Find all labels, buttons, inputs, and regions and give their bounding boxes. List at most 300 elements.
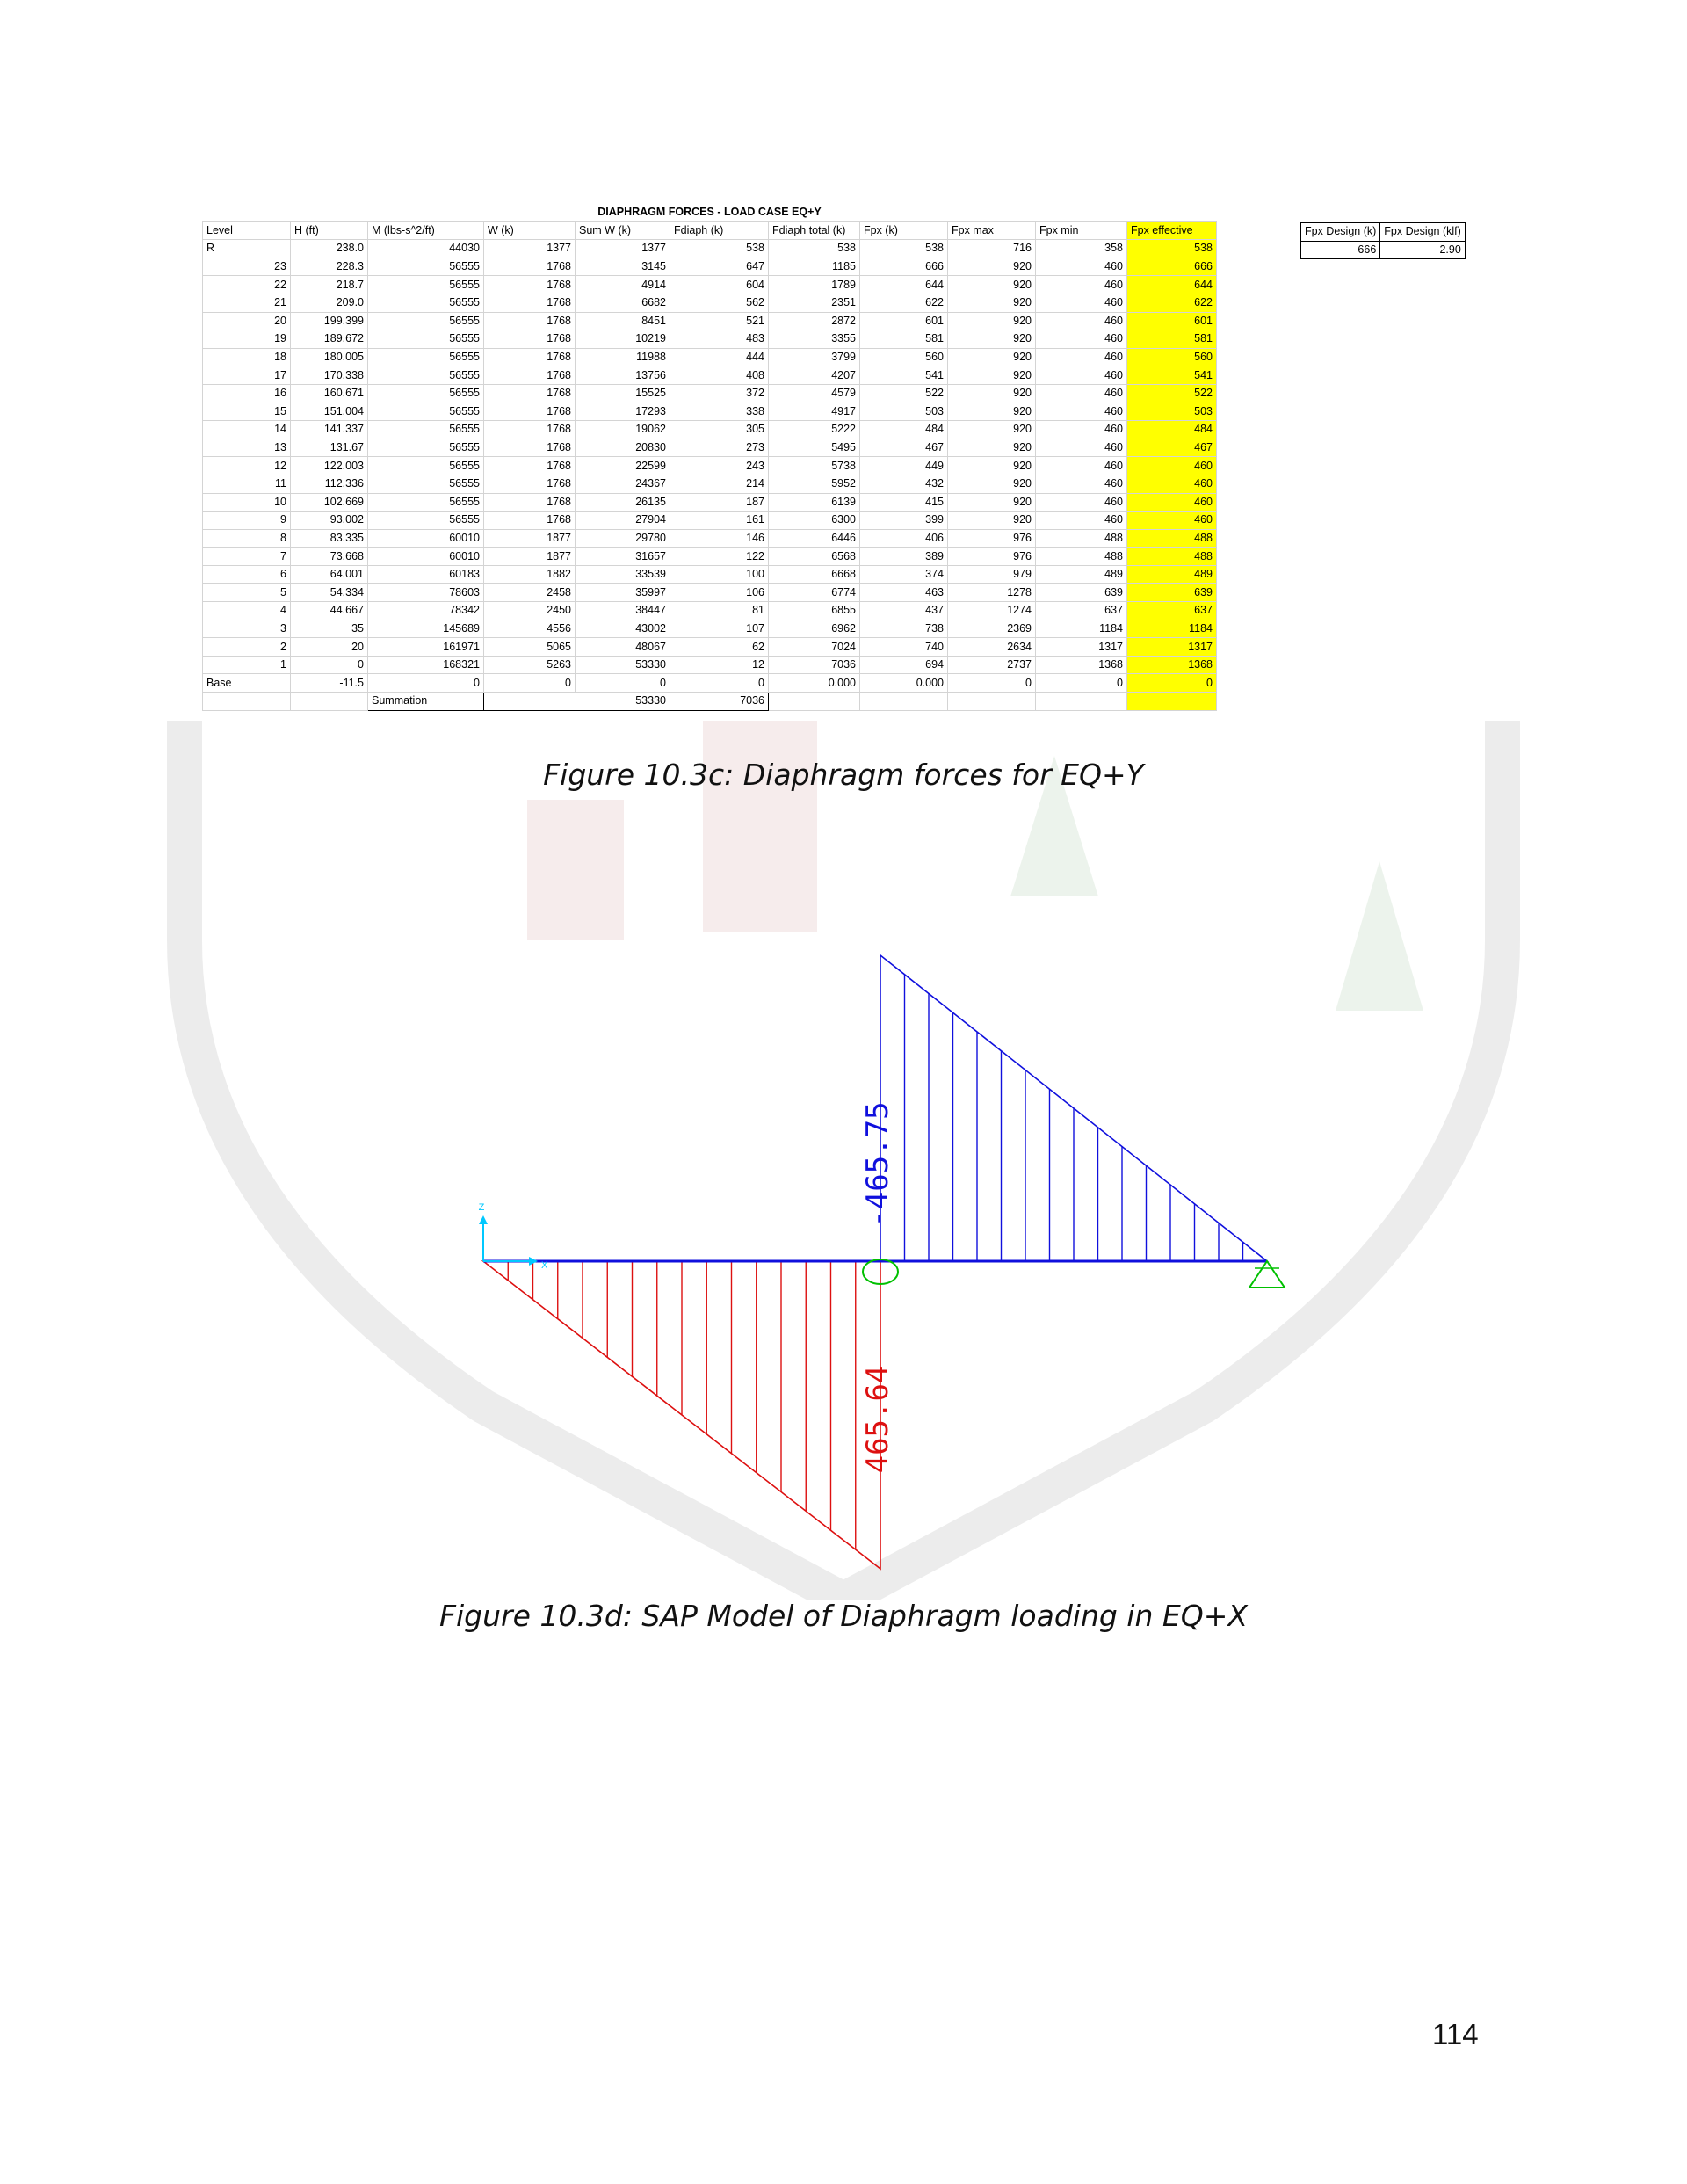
table-cell: 920 <box>948 439 1036 457</box>
table-cell: 460 <box>1036 421 1127 439</box>
table-cell: 56555 <box>368 512 484 530</box>
table-cell: 1768 <box>484 294 576 312</box>
table-cell: 7 <box>203 548 291 566</box>
table-cell: 5495 <box>769 439 860 457</box>
table-cell: 7024 <box>769 638 860 657</box>
table-cell: 483 <box>670 330 769 349</box>
table-row <box>203 421 1217 439</box>
table-cell: 7036 <box>769 656 860 674</box>
table-cell: 35997 <box>576 584 670 602</box>
table-cell: 0 <box>948 674 1036 693</box>
table-cell: 0 <box>1036 674 1127 693</box>
table-cell: 305 <box>670 421 769 439</box>
column-header: Sum W (k) <box>576 221 670 240</box>
table-cell: 484 <box>1127 421 1217 439</box>
table-cell: 460 <box>1127 475 1217 493</box>
table-cell: 460 <box>1036 312 1127 330</box>
table-cell: 2351 <box>769 294 860 312</box>
table-cell: 489 <box>1127 565 1217 584</box>
design-value-klf: 2.90 <box>1380 241 1466 259</box>
table-cell: -11.5 <box>291 674 368 693</box>
design-header-klf: Fpx Design (klf) <box>1380 223 1466 242</box>
summation-w: 53330 <box>484 693 670 711</box>
table-cell: 22599 <box>576 457 670 475</box>
table-cell: 415 <box>860 493 948 512</box>
table-cell: 399 <box>860 512 948 530</box>
table-cell: 920 <box>948 457 1036 475</box>
table-cell: 639 <box>1036 584 1127 602</box>
table-cell: 3 <box>203 620 291 638</box>
table-cell: 60010 <box>368 529 484 548</box>
column-header: Fdiaph total (k) <box>769 221 860 240</box>
table-cell: 666 <box>1127 258 1217 276</box>
empty-cell <box>1127 693 1217 711</box>
table-cell: 23 <box>203 258 291 276</box>
table-cell: R <box>203 240 291 258</box>
table-cell: 1185 <box>769 258 860 276</box>
table-cell: 78603 <box>368 584 484 602</box>
table-cell: 56555 <box>368 258 484 276</box>
table-cell: 5952 <box>769 475 860 493</box>
table-cell: 6682 <box>576 294 670 312</box>
table-cell: 6 <box>203 565 291 584</box>
table-cell: 920 <box>948 384 1036 403</box>
table-cell: 3355 <box>769 330 860 349</box>
table-cell: 4556 <box>484 620 576 638</box>
table-cell: 3799 <box>769 348 860 366</box>
table-cell: 21 <box>203 294 291 312</box>
figure-caption-c: Figure 10.3c: Diaphragm forces for EQ+Y <box>543 758 1144 792</box>
table-cell: 56555 <box>368 276 484 294</box>
table-cell: 6668 <box>769 565 860 584</box>
column-header: Fpx (k) <box>860 221 948 240</box>
table-cell: 920 <box>948 330 1036 349</box>
figure-caption-d: Figure 10.3d: SAP Model of Diaphragm loading in EQ+X <box>439 1599 1248 1633</box>
table-cell: 5738 <box>769 457 860 475</box>
table-cell: 33539 <box>576 565 670 584</box>
table-cell: 56555 <box>368 457 484 475</box>
table-cell: 639 <box>1127 584 1217 602</box>
table-cell: 1768 <box>484 475 576 493</box>
table-cell: 503 <box>860 403 948 421</box>
table-cell: 489 <box>1036 565 1127 584</box>
table-cell: 11988 <box>576 348 670 366</box>
table-cell: 5 <box>203 584 291 602</box>
table-cell: 622 <box>860 294 948 312</box>
table-cell: 17293 <box>576 403 670 421</box>
table-cell: 522 <box>860 384 948 403</box>
table-cell: 460 <box>1036 276 1127 294</box>
table-cell: 460 <box>1036 475 1127 493</box>
table-cell: 161 <box>670 512 769 530</box>
table-cell: 161971 <box>368 638 484 657</box>
table-cell: 1882 <box>484 565 576 584</box>
table-cell: 358 <box>1036 240 1127 258</box>
table-cell: 218.7 <box>291 276 368 294</box>
table-cell: 273 <box>670 439 769 457</box>
table-cell: 8 <box>203 529 291 548</box>
table-cell: 60183 <box>368 565 484 584</box>
table-cell: 716 <box>948 240 1036 258</box>
table-cell: 560 <box>860 348 948 366</box>
table-cell: 3145 <box>576 258 670 276</box>
table-cell: 460 <box>1036 384 1127 403</box>
table-cell: 1274 <box>948 602 1036 620</box>
table-cell: 93.002 <box>291 512 368 530</box>
table-cell: 467 <box>1127 439 1217 457</box>
table-cell: 666 <box>860 258 948 276</box>
table-cell: 146 <box>670 529 769 548</box>
table-cell: 56555 <box>368 366 484 385</box>
table-row <box>203 384 1217 403</box>
header-row <box>203 221 1217 240</box>
table-cell: 6774 <box>769 584 860 602</box>
table-row <box>203 294 1217 312</box>
table-cell: 168321 <box>368 656 484 674</box>
table-cell: 56555 <box>368 475 484 493</box>
table-cell: 6139 <box>769 493 860 512</box>
table-cell: 24367 <box>576 475 670 493</box>
table-cell: 1184 <box>1127 620 1217 638</box>
table-cell: 2737 <box>948 656 1036 674</box>
table-cell: 199.399 <box>291 312 368 330</box>
table-cell: 0 <box>484 674 576 693</box>
table-cell: 920 <box>948 348 1036 366</box>
table-cell: 1278 <box>948 584 1036 602</box>
table-cell: 740 <box>860 638 948 657</box>
table-cell: 6568 <box>769 548 860 566</box>
table-cell: 1789 <box>769 276 860 294</box>
summation-fdiaph: 7036 <box>670 693 769 711</box>
column-header: M (lbs-s^2/ft) <box>368 221 484 240</box>
pin-support-icon <box>1249 1261 1285 1288</box>
table-cell: 503 <box>1127 403 1217 421</box>
page-number: 114 <box>1432 2018 1479 2050</box>
table-cell: 601 <box>1127 312 1217 330</box>
table-cell: 73.668 <box>291 548 368 566</box>
table-row <box>203 656 1217 674</box>
table-cell: 1768 <box>484 384 576 403</box>
table-cell: 484 <box>860 421 948 439</box>
table-cell: 460 <box>1127 493 1217 512</box>
table-cell: 538 <box>769 240 860 258</box>
table-cell: 0.000 <box>769 674 860 693</box>
summation-row <box>203 693 1217 711</box>
table-cell: 2 <box>203 638 291 657</box>
table-cell: 920 <box>948 294 1036 312</box>
table-cell: 19062 <box>576 421 670 439</box>
table-cell: 488 <box>1036 548 1127 566</box>
table-cell: 374 <box>860 565 948 584</box>
table-cell: 48067 <box>576 638 670 657</box>
table-cell: 1768 <box>484 512 576 530</box>
table-cell: 920 <box>948 258 1036 276</box>
diaphragm-forces-table <box>202 204 1485 711</box>
column-header: Level <box>203 221 291 240</box>
table-cell: 62 <box>670 638 769 657</box>
table-cell: 131.67 <box>291 439 368 457</box>
table-cell: 238.0 <box>291 240 368 258</box>
table-cell: 389 <box>860 548 948 566</box>
table-cell: 228.3 <box>291 258 368 276</box>
table-cell: 460 <box>1036 366 1127 385</box>
table-cell: 64.001 <box>291 565 368 584</box>
table-cell: 460 <box>1127 512 1217 530</box>
table-cell: 13 <box>203 439 291 457</box>
table-cell: 4 <box>203 602 291 620</box>
column-header: H (ft) <box>291 221 368 240</box>
table-cell: 460 <box>1036 439 1127 457</box>
table-cell: 5222 <box>769 421 860 439</box>
table-cell: 488 <box>1127 529 1217 548</box>
table-cell: 541 <box>860 366 948 385</box>
table-row <box>203 638 1217 657</box>
table-cell: 0 <box>670 674 769 693</box>
table-cell: 12 <box>670 656 769 674</box>
table-cell: 406 <box>860 529 948 548</box>
table-cell: 1368 <box>1127 656 1217 674</box>
table-cell: 214 <box>670 475 769 493</box>
table-cell: 6855 <box>769 602 860 620</box>
table-cell: 102.669 <box>291 493 368 512</box>
table-cell: 460 <box>1036 457 1127 475</box>
table-cell: 2458 <box>484 584 576 602</box>
table-cell: 31657 <box>576 548 670 566</box>
table-cell: 56555 <box>368 421 484 439</box>
table-cell: 604 <box>670 276 769 294</box>
table-cell: 6300 <box>769 512 860 530</box>
table-cell: 0 <box>368 674 484 693</box>
table-cell: 460 <box>1036 258 1127 276</box>
table-cell: 145689 <box>368 620 484 638</box>
table-cell: 100 <box>670 565 769 584</box>
table-cell: 0.000 <box>860 674 948 693</box>
table-cell: 1377 <box>576 240 670 258</box>
table-row <box>203 584 1217 602</box>
table-cell: 976 <box>948 529 1036 548</box>
table-cell: 4579 <box>769 384 860 403</box>
table-cell: 1317 <box>1036 638 1127 657</box>
table-cell: 738 <box>860 620 948 638</box>
table-cell: 1768 <box>484 421 576 439</box>
column-header: Fpx min <box>1036 221 1127 240</box>
axis-x-label: X <box>541 1260 548 1271</box>
table-cell: 243 <box>670 457 769 475</box>
table-cell: 1768 <box>484 366 576 385</box>
table-cell: 460 <box>1036 294 1127 312</box>
table-cell: 38447 <box>576 602 670 620</box>
table-cell: 20830 <box>576 439 670 457</box>
table-cell: 44.667 <box>291 602 368 620</box>
table-cell: 1184 <box>1036 620 1127 638</box>
empty-cell <box>948 693 1036 711</box>
table-row <box>203 457 1217 475</box>
table-row <box>203 512 1217 530</box>
table-cell: 56555 <box>368 439 484 457</box>
table-row <box>203 348 1217 366</box>
table-cell: 180.005 <box>291 348 368 366</box>
table-cell: 6446 <box>769 529 860 548</box>
table-cell: 2450 <box>484 602 576 620</box>
table-cell: 920 <box>948 276 1036 294</box>
table-cell: 106 <box>670 584 769 602</box>
table-cell: 16 <box>203 384 291 403</box>
table-cell: 979 <box>948 565 1036 584</box>
table-cell: 170.338 <box>291 366 368 385</box>
summation-label: Summation <box>368 693 484 711</box>
table-cell: 8451 <box>576 312 670 330</box>
table-cell: 920 <box>948 366 1036 385</box>
table-cell: 920 <box>948 403 1036 421</box>
table-cell: 9 <box>203 512 291 530</box>
table-row <box>203 240 1217 258</box>
table-cell: 20 <box>203 312 291 330</box>
table-cell: 460 <box>1036 512 1127 530</box>
column-header: Fpx max <box>948 221 1036 240</box>
table-cell: 26135 <box>576 493 670 512</box>
table-cell: 372 <box>670 384 769 403</box>
table-cell: 644 <box>1127 276 1217 294</box>
table-cell: 187 <box>670 493 769 512</box>
table-row <box>203 493 1217 512</box>
table-cell: 1768 <box>484 276 576 294</box>
table-cell: 29780 <box>576 529 670 548</box>
table-cell: 19 <box>203 330 291 349</box>
table-cell: 53330 <box>576 656 670 674</box>
table-cell: 27904 <box>576 512 670 530</box>
table-cell: 78342 <box>368 602 484 620</box>
table-row <box>203 439 1217 457</box>
table-cell: 467 <box>860 439 948 457</box>
table-cell: 432 <box>860 475 948 493</box>
table-cell: 463 <box>860 584 948 602</box>
table-cell: 460 <box>1036 330 1127 349</box>
table-cell: 1377 <box>484 240 576 258</box>
table-cell: 5065 <box>484 638 576 657</box>
table-cell: 1768 <box>484 312 576 330</box>
table-cell: 11 <box>203 475 291 493</box>
table-cell: 160.671 <box>291 384 368 403</box>
table-cell: 1768 <box>484 348 576 366</box>
table-cell: 601 <box>860 312 948 330</box>
table-cell: 637 <box>1127 602 1217 620</box>
table-cell: 1877 <box>484 529 576 548</box>
table-cell: 4914 <box>576 276 670 294</box>
table-row <box>203 276 1217 294</box>
bottom-force-label: 465.64 <box>860 1365 895 1474</box>
table-cell: 0 <box>1127 674 1217 693</box>
table-cell: 56555 <box>368 294 484 312</box>
table-cell: 449 <box>860 457 948 475</box>
table-cell: 0 <box>576 674 670 693</box>
table-cell: 460 <box>1036 403 1127 421</box>
table-cell: 622 <box>1127 294 1217 312</box>
table-row <box>203 602 1217 620</box>
table-cell: 56555 <box>368 348 484 366</box>
table-cell: 15525 <box>576 384 670 403</box>
table-cell: 460 <box>1036 493 1127 512</box>
table-cell: 4207 <box>769 366 860 385</box>
table-cell: 13756 <box>576 366 670 385</box>
table-cell: 581 <box>1127 330 1217 349</box>
design-summary-table <box>1300 222 1466 259</box>
table-cell: 12 <box>203 457 291 475</box>
table-cell: 1317 <box>1127 638 1217 657</box>
table-cell: 644 <box>860 276 948 294</box>
axis-z-arrow <box>479 1215 488 1224</box>
table-cell: 56555 <box>368 493 484 512</box>
table-row <box>203 475 1217 493</box>
table-cell: 10 <box>203 493 291 512</box>
table-cell: 920 <box>948 421 1036 439</box>
table-cell: 44030 <box>368 240 484 258</box>
table-cell: 1768 <box>484 330 576 349</box>
table-cell: 338 <box>670 403 769 421</box>
table-cell: 35 <box>291 620 368 638</box>
table-row <box>203 529 1217 548</box>
top-force-label: -465.75 <box>860 1101 895 1228</box>
empty-cell <box>860 693 948 711</box>
sap-diaphragm-diagram <box>457 945 1300 1578</box>
table-cell: 6962 <box>769 620 860 638</box>
design-header-k: Fpx Design (k) <box>1301 223 1380 242</box>
table-cell: 1768 <box>484 403 576 421</box>
table-cell: 637 <box>1036 602 1127 620</box>
table-cell: 2634 <box>948 638 1036 657</box>
table-row <box>203 366 1217 385</box>
empty-cell <box>203 693 291 711</box>
table-cell: 2872 <box>769 312 860 330</box>
table-cell: 647 <box>670 258 769 276</box>
table-cell: 1768 <box>484 457 576 475</box>
table-cell: 15 <box>203 403 291 421</box>
table-cell: 538 <box>670 240 769 258</box>
design-value-k: 666 <box>1301 241 1380 259</box>
table-cell: 1768 <box>484 439 576 457</box>
table-cell: 562 <box>670 294 769 312</box>
table-cell: 10219 <box>576 330 670 349</box>
table-cell: 444 <box>670 348 769 366</box>
table-cell: 694 <box>860 656 948 674</box>
table-cell: 522 <box>1127 384 1217 403</box>
empty-cell <box>291 693 368 711</box>
table-title: DIAPHRAGM FORCES - LOAD CASE EQ+Y <box>597 206 822 219</box>
table-cell: 560 <box>1127 348 1217 366</box>
table-cell: 538 <box>1127 240 1217 258</box>
spreadsheet-grid <box>202 204 1217 711</box>
table-cell: 56555 <box>368 403 484 421</box>
table-cell: 1368 <box>1036 656 1127 674</box>
table-cell: 920 <box>948 475 1036 493</box>
table-cell: 56555 <box>368 330 484 349</box>
table-row <box>203 674 1217 693</box>
table-cell: 22 <box>203 276 291 294</box>
table-row <box>203 620 1217 638</box>
table-cell: 4917 <box>769 403 860 421</box>
table-cell: 538 <box>860 240 948 258</box>
table-cell: 20 <box>291 638 368 657</box>
table-cell: 2369 <box>948 620 1036 638</box>
table-cell: 81 <box>670 602 769 620</box>
table-row <box>203 330 1217 349</box>
table-cell: 0 <box>291 656 368 674</box>
table-row <box>203 312 1217 330</box>
table-cell: 43002 <box>576 620 670 638</box>
column-header: W (k) <box>484 221 576 240</box>
table-cell: 56555 <box>368 312 484 330</box>
table-cell: 141.337 <box>291 421 368 439</box>
table-cell: 460 <box>1036 348 1127 366</box>
